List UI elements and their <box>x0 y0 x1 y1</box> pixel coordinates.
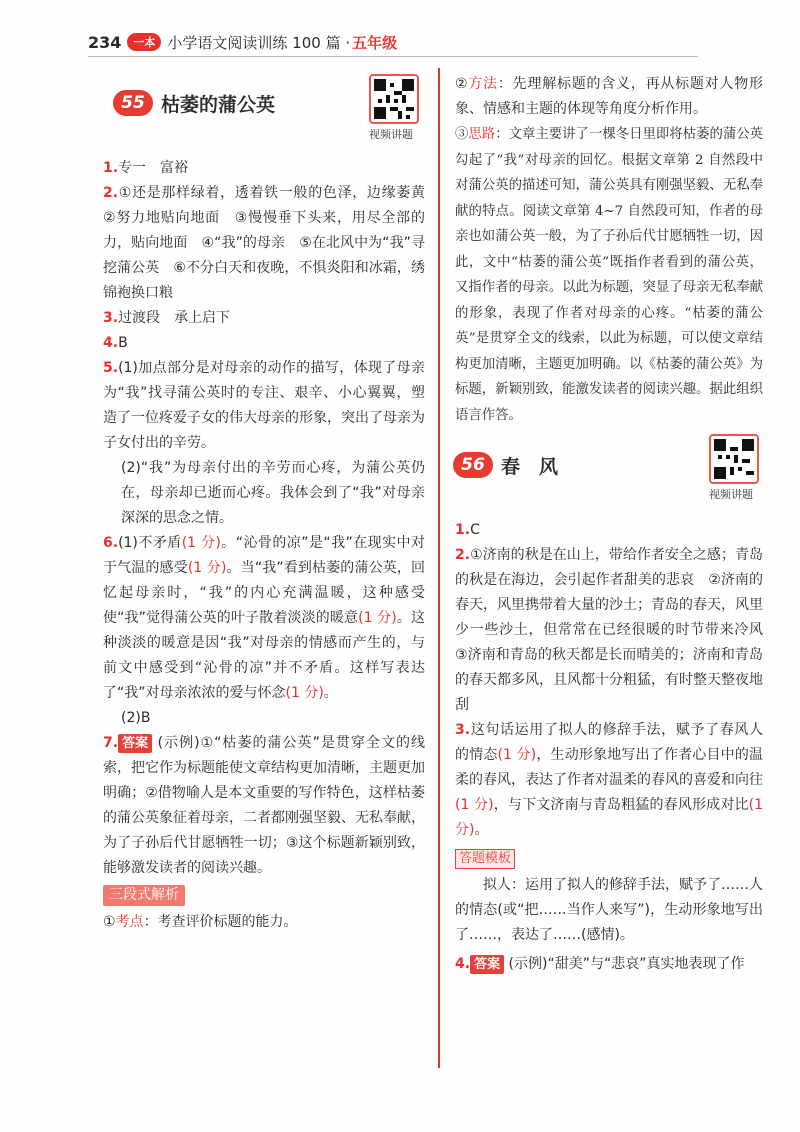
qr-code-icon[interactable] <box>369 74 419 124</box>
lesson-title: 枯萎的蒲公英 <box>161 94 276 116</box>
analysis-point-3: ③思路：文章主要讲了一棵冬日里即将枯萎的蒲公英勾起了“我”对母亲的回忆。根据文章第 2 自然段中对蒲公英的描述可知，蒲公英具有刚强坚毅、无私奉献的特点。阅读文章第 4~7 自然段可知，作者的母亲也如蒲公英一般，为了子孙后代甘愿牺牲一切，因此，文中“枯萎的蒲公英”既指作者看到的蒲公英，又指作者的母亲。以此为标题，突显了母亲无私奉献的形象，表现了作者对母亲的心疼。“枯萎的蒲公英”是贯穿全文的线索，以此为标题，可以使文章结构更加清晰，主题更加明确。以《枯萎的蒲公英》为标题，新颖别致，能激发读者的阅读兴趣。据此组织语言作答。 <box>455 127 764 423</box>
header-divider <box>88 56 698 57</box>
page-number: 234 <box>88 32 122 52</box>
series-title: 小学语文阅读训练 100 篇 · <box>167 33 351 52</box>
score-tag: (1 分) <box>455 797 764 838</box>
qr-code-icon[interactable] <box>709 434 759 484</box>
lesson-number-badge: 55 <box>113 90 153 116</box>
answer-item-6-part2: (2)B <box>121 710 151 726</box>
brand-logo: 一本 <box>127 33 161 51</box>
left-column <box>103 72 439 935</box>
answer-item: 4.B <box>103 335 128 351</box>
answer-item-4: 4. 答案 (示例)“甜美”与“悲哀”真实地表现了作 <box>455 956 745 972</box>
answer-item-3: 3.这句话运用了拟人的修辞手法，赋予了春风人的情态(1 分)，生动形象地写出了作者心目中的温柔的春风，表达了作者对温柔的春风的喜爱和向往(1 分)，与下文济南与青岛粗猛的春风形成对比(1 分)。 <box>455 722 764 838</box>
column-divider <box>438 68 440 1068</box>
answer-item: 3.过渡段 承上启下 <box>103 310 231 326</box>
score-tag: (1 分) <box>455 797 494 813</box>
score-tag: (1 分) <box>497 747 537 763</box>
grade-label: 五年级 <box>352 33 398 52</box>
lesson-55-header <box>103 72 425 156</box>
answer-item-5-part2: (2)“我”为母亲付出的辛劳而心疼，为蒲公英仍在，母亲却已逝而心疼。我体会到了“我”对母亲深深的思念之情。 <box>121 460 425 526</box>
page-header <box>88 30 397 54</box>
template-label: 答题模板 <box>455 849 515 869</box>
template-text: 拟人：运用了拟人的修辞手法，赋予了……人的情态(或“把……当作人来写”)，生动形象地写出了……，表达了……(感情)。 <box>455 877 763 943</box>
answer-item-5: 5.(1)加点部分是对母亲的动作的描写，体现了母亲为“我”找寻蒲公英时的专注、艰辛、小心翼翼，塑造了一位疼爱子女的伟大母亲的形象，突出了母亲为子女付出的辛劳。 <box>103 360 425 451</box>
lesson-number-badge: 56 <box>453 452 493 478</box>
lesson-title: 春 风 <box>501 456 559 478</box>
analysis-point-2: ②方法：先理解标题的含义，再从标题对人物形象、情感和主题的体现等角度分析作用。 <box>455 76 763 117</box>
right-column <box>455 72 777 977</box>
answer-item: 2.①济南的秋是在山上，带给作者安全之感；青岛的秋是在海边，会引起作者甜美的悲哀 ②济南的春天，风里携带着大量的沙土；青岛的春天，风里少一些沙土，但常常在已经很暖的时节带来冷风 ③济南和青岛的秋天都是长而晴美的；济南和青岛的春天都多风，且风都十分粗猛，有时整天整夜地刮 <box>455 547 777 713</box>
video-caption: 视频讲题 <box>709 488 753 501</box>
answer-item: 1.专一 富裕 <box>103 160 189 176</box>
lesson-56-header <box>455 434 763 518</box>
answer-item-7: 7. 答案 (示例)①“枯萎的蒲公英”是贯穿全文的线索，把它作为标题能使文章结构更加清晰，主题更加明确；②借物喻人是本文重要的写作特色，这样枯萎的蒲公英象征着母亲，二者都刚强坚毅、无私奉献，为了子孙后代甘愿牺牲一切；③这个标题新颖别致，能够激发读者的阅读兴趣。 <box>103 735 426 876</box>
score-tag: (1 分) <box>181 535 221 551</box>
score-tag: (1 分) <box>358 610 397 626</box>
answer-item: 1.C <box>455 522 480 538</box>
analysis-label: 三段式解析 <box>103 885 185 906</box>
answer-label: 答案 <box>470 955 504 974</box>
answer-label: 答案 <box>118 734 152 753</box>
answer-item: 2.①还是那样绿着，透着铁一般的色泽，边缘萎黄 ②努力地贴向地面 ③慢慢垂下头来，用尽全部的力，贴向地面 ④“我”的母亲 ⑤在北风中为“我”寻挖蒲公英 ⑥不分白天和夜晚，不惧炎阳和冰霜，绣锦袍换口粮 <box>103 185 439 301</box>
analysis-point-1: ①考点：考查评价标题的能力。 <box>103 914 298 930</box>
score-tag: (1 分) <box>285 685 324 701</box>
video-caption: 视频讲题 <box>369 128 413 141</box>
score-tag: (1 分) <box>187 560 227 576</box>
answer-item-6: 6.(1)不矛盾(1 分)。“沁骨的凉”是“我”在现实中对于气温的感受(1 分)。当“我”看到枯萎的蒲公英，回忆起母亲时，“我”的内心充满温暖，这种感受使“我”觉得蒲公英的叶子散着淡淡的暖意(1 分)。这种淡淡的暖意是因“我”对母亲的情感而产生的，与前文中感受到“沁骨的凉”并不矛盾。这样写表达了“我”对母亲浓浓的爱与怀念(1 分)。 <box>103 535 426 701</box>
